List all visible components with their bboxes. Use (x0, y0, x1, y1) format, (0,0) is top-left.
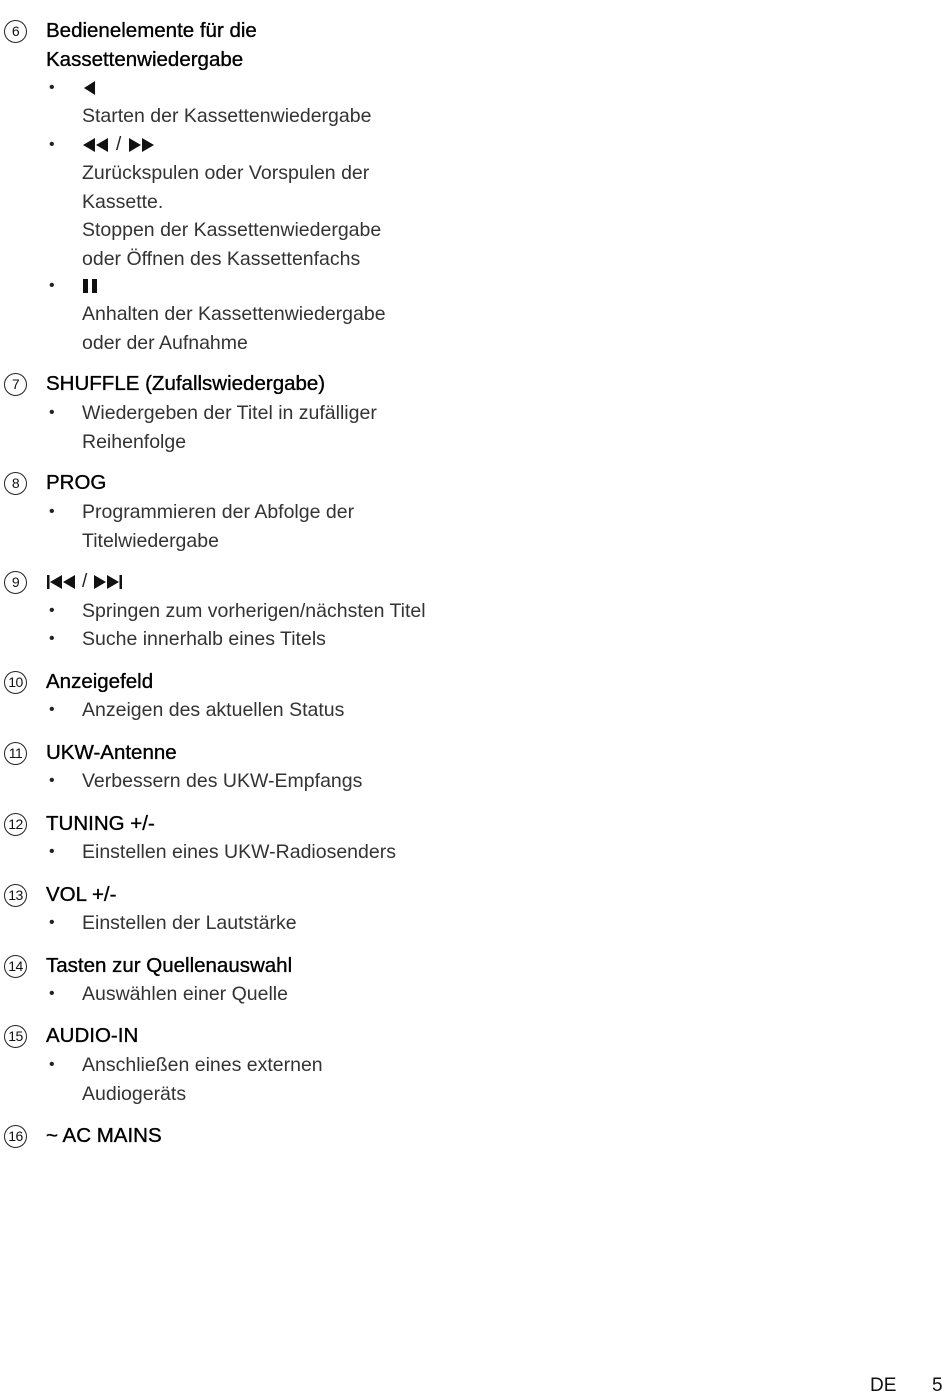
item-number-badge: 13 (4, 884, 27, 907)
item-number-badge: 12 (4, 813, 27, 836)
bullet-dot: • (49, 404, 55, 421)
item-number-badge: 10 (4, 671, 27, 694)
bullet-dot: • (49, 1056, 55, 1073)
item-title: PROG (46, 471, 107, 494)
bullet-text: Auswählen einer Quelle (82, 983, 288, 1005)
bullet-dot: • (49, 772, 55, 789)
bullet-dot: • (49, 914, 55, 931)
item-number-badge: 6 (4, 20, 27, 43)
bullet-dot: • (49, 985, 55, 1002)
bullet-dot: • (49, 136, 55, 153)
item-number-badge: 16 (4, 1125, 27, 1148)
bullet-text: Einstellen eines UKW-Radiosenders (82, 841, 396, 863)
bullet-dot: • (49, 277, 55, 294)
fast-forward-icon (127, 137, 155, 153)
item-number-badge: 11 (4, 742, 27, 765)
item-title: UKW-Antenne (46, 741, 177, 764)
bullet-text: Suche innerhalb eines Titels (82, 628, 326, 650)
symbol-separator: / (116, 134, 122, 156)
bullet-dot: • (49, 701, 55, 718)
item-number-badge: 7 (4, 373, 27, 396)
item-number-badge: 15 (4, 1025, 27, 1048)
bullet-text: Starten der Kassettenwiedergabe (82, 105, 372, 127)
bullet-dot: • (49, 503, 55, 520)
bullet-text: Anhalten der Kassettenwiedergabe oder der Aufnahme (82, 303, 386, 354)
bullet-dot: • (49, 602, 55, 619)
item-title: Tasten zur Quellenauswahl (46, 954, 293, 977)
skip-previous-icon (46, 574, 76, 590)
item-title: SHUFFLE (Zufallswiedergabe) (46, 372, 326, 395)
bullet-dot: • (49, 843, 55, 860)
rewind-fastforward-symbols (82, 131, 155, 160)
play-reverse-icon (82, 74, 98, 103)
item-title: Anzeigefeld (46, 670, 154, 693)
bullet-text: Programmieren der Abfolge der Titelwiedergabe (82, 501, 355, 552)
bullet-text: Anzeigen des aktuellen Status (82, 699, 345, 721)
skip-next-icon (93, 574, 123, 590)
rewind-icon (82, 137, 110, 153)
bullet-text: Anschließen eines externen Audiogeräts (82, 1054, 323, 1105)
item-title: Bedienelemente für die Kassettenwiedergabe (46, 19, 257, 71)
footer-page-number: 5 (932, 1375, 943, 1396)
title-separator: / (82, 571, 88, 593)
bullet-text: Springen zum vorherigen/nächsten Titel (82, 600, 426, 622)
pause-icon (82, 272, 98, 301)
item-title: TUNING +/- (46, 812, 155, 835)
bullet-text: Zurückspulen oder Vorspulen der Kassette. Stoppen der Kassettenwiedergabe oder Öffnen des Kassettenfachs (82, 162, 382, 270)
bullet-text: Einstellen der Lautstärke (82, 912, 297, 934)
bullet-dot: • (49, 79, 55, 96)
item-number-badge: 9 (4, 571, 27, 594)
bullet-text: Verbessern des UKW-Empfangs (82, 770, 363, 792)
item-number-badge: 8 (4, 472, 27, 495)
item-title: VOL +/- (46, 883, 117, 906)
footer-language: DE (870, 1375, 897, 1396)
item-title: ~ AC MAINS (46, 1124, 162, 1147)
item-title: AUDIO-IN (46, 1024, 139, 1047)
item-number-badge: 14 (4, 955, 27, 978)
bullet-text: Wiedergeben der Titel in zufälliger Reihenfolge (82, 402, 377, 453)
bullet-dot: • (49, 630, 55, 647)
skip-symbols-title (46, 568, 123, 597)
